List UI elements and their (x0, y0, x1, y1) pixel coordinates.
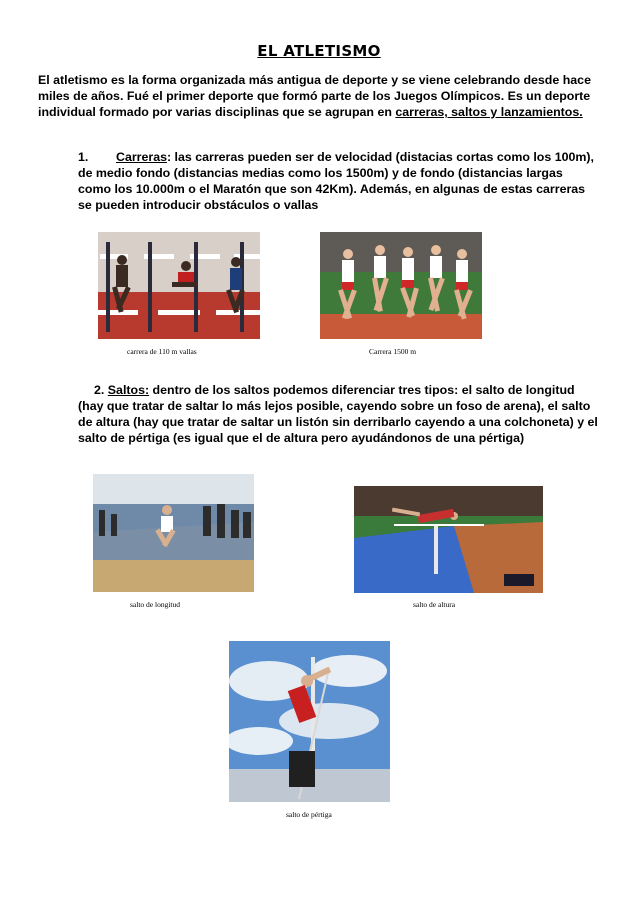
section-text: : las carreras pueden ser de velocidad (distacias cortas como los 100m), de medio fondo (distancias medias como los 1500m) y de fondo (distancias largas como los 10.000m o el Maratón que son 42Km). Además, en algunas de estas carreras se pueden introducir obstáculos o vallas (78, 150, 594, 212)
section-term: Saltos: (107, 383, 150, 397)
caption-1500m: Carrera 1500 m (369, 347, 417, 356)
caption-polevault: salto de pértiga (286, 810, 332, 819)
section-saltos (78, 382, 598, 446)
section-number: 2. (94, 383, 105, 397)
photo-1500m (320, 232, 482, 339)
section-carreras (78, 149, 598, 213)
photo-longjump (93, 474, 254, 592)
photo-highjump (354, 486, 543, 593)
caption-longjump: salto de longitud (130, 600, 180, 609)
caption-hurdles: carrera de 110 m vallas (127, 347, 197, 356)
intro-underlined: carreras, saltos y lanzamientos. (395, 105, 583, 119)
intro-text: El atletismo es la forma organizada más antigua de deporte y se viene celebrando desde hace miles de años. Fué el primer deporte que formó parte de los Juegos Olímpicos. Es un deporte individual formado por varias disciplinas que se agrupan en (38, 73, 591, 119)
photo-polevault (229, 641, 390, 802)
page-title: EL ATLETISMO (257, 42, 381, 60)
section-term: Carreras (116, 150, 167, 164)
caption-highjump: salto de altura (413, 600, 456, 609)
photo-hurdles (98, 232, 260, 339)
section-text: dentro de los saltos podemos diferenciar tres tipos: el salto de longitud (hay que tratar de saltar lo más lejos posible, cayendo sobre un foso de arena), el salto de altura (hay que tratar de saltar un listón sin derribarlo cayendo a una colchoneta) y el salto de pértiga (es igual que el de altura pero ayudándonos de una pértiga) (78, 383, 598, 445)
intro-paragraph (38, 72, 608, 120)
section-number: 1. (78, 150, 89, 164)
